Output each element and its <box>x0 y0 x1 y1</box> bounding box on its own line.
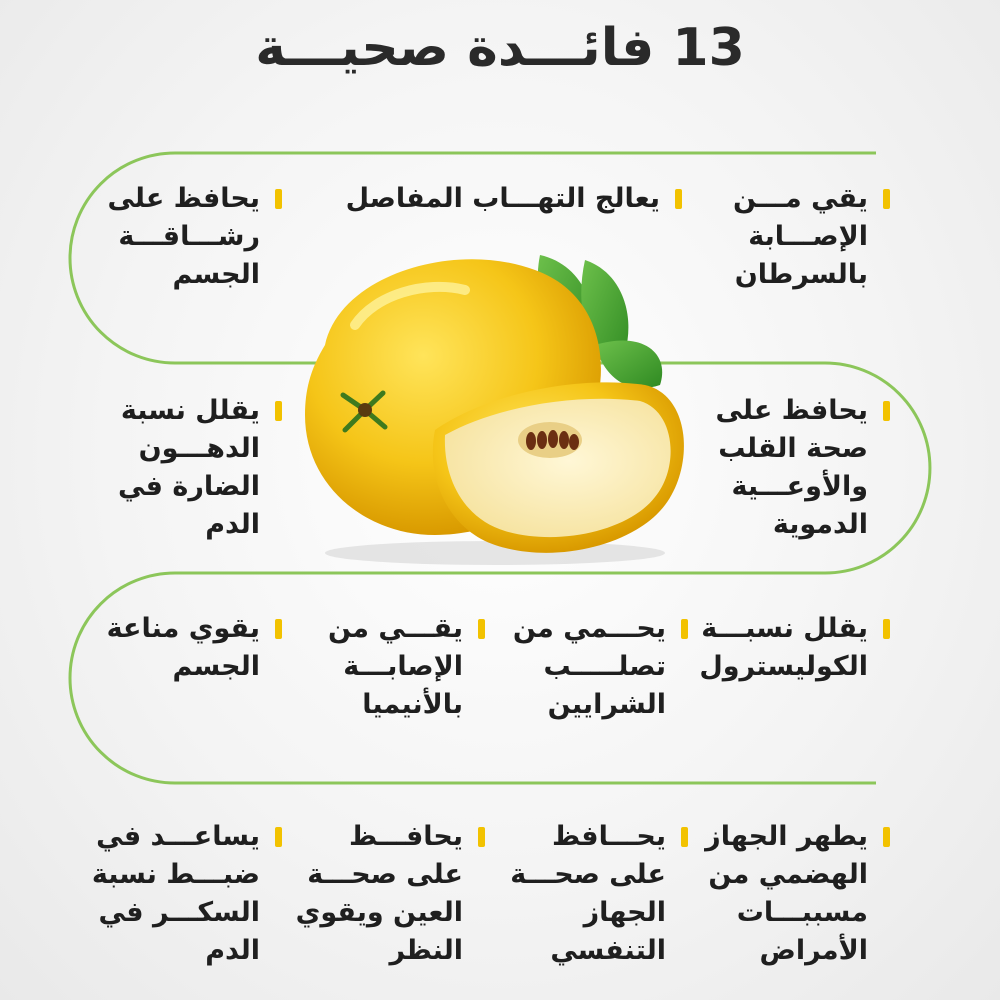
page-title: 13 فائـــدة صحيـــة <box>255 18 745 78</box>
benefit-item: يقـــي من الإصابـــة بالأنيميا <box>285 610 463 724</box>
bullet-marker <box>883 401 890 421</box>
benefit-item: يساعـــد في ضبـــط نسبة السكـــر في الدم <box>82 818 260 970</box>
bullet-marker <box>275 827 282 847</box>
benefit-item: يحافـــظ على صحـــة العين ويقوي النظر <box>285 818 463 970</box>
benefit-item: يحـــمي من تصلـــــب الشرايين <box>488 610 666 724</box>
quince-fruit-image <box>285 235 705 565</box>
benefit-item: يقلل نسبـــة الكوليسترول <box>690 610 868 686</box>
bullet-marker <box>478 827 485 847</box>
bullet-marker <box>275 619 282 639</box>
benefit-item: يقي مـــن الإصـــابة بالسرطان <box>690 180 868 294</box>
benefit-item: يحـــافظ على صحـــة الجهاز التنفسي <box>488 818 666 970</box>
bullet-marker <box>681 827 688 847</box>
benefit-item: يقوي مناعة الجسم <box>82 610 260 686</box>
benefit-item: يحافظ على صحة القلب والأوعـــية الدموية <box>690 392 868 544</box>
bullet-marker <box>275 401 282 421</box>
benefit-item: يقلل نسبة الدهـــون الضارة في الدم <box>82 392 260 544</box>
bullet-marker <box>675 189 682 209</box>
bullet-marker <box>681 619 688 639</box>
bullet-marker <box>275 189 282 209</box>
bullet-marker <box>883 189 890 209</box>
benefit-item: يحافظ على رشـــاقـــة الجسم <box>82 180 260 294</box>
benefit-item: يعالج التهـــاب المفاصل <box>320 180 660 218</box>
bullet-marker <box>883 827 890 847</box>
bullet-marker <box>883 619 890 639</box>
benefit-item: يطهر الجهاز الهضمي من مسببـــات الأمراض <box>690 818 868 970</box>
bullet-marker <box>478 619 485 639</box>
